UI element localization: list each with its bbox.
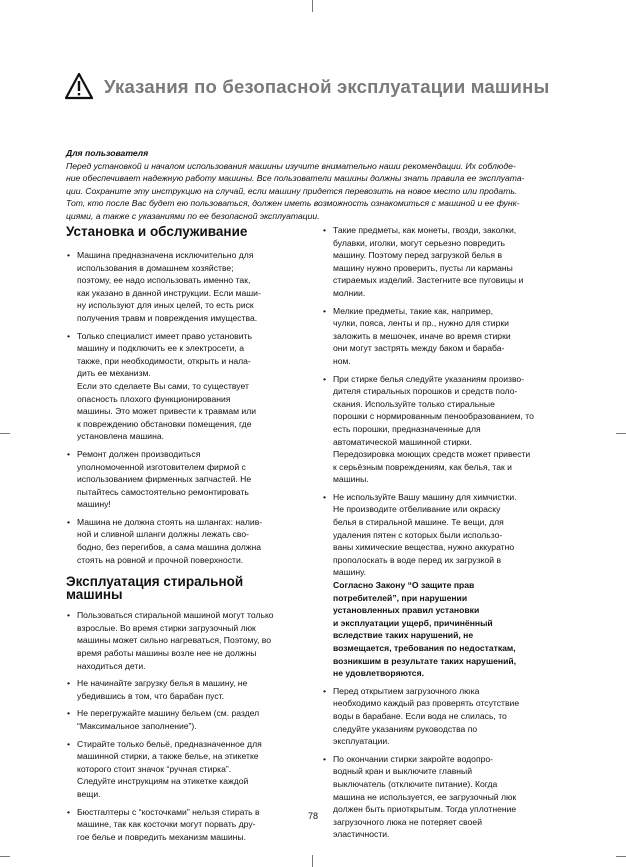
intro-block: [66, 147, 562, 223]
list-item: • При стирке белья следуйте указаниям произво- дителя стиральных порошков и средств поло- скания. Используйте только стиральные порошки с нормированным пенообразованием, то есть порошки, предназначенные для автоматической машинной стирки. Передозировка моющих средств может привести к серьёзным повреждениям, как белья, так и машины.: [323, 373, 534, 485]
section-heading-operation: Эксплуатация стиральной машины: [66, 574, 244, 602]
install-list: [66, 249, 302, 566]
crop-mark: [616, 433, 626, 434]
page-title: Указания по безопасной эксплуатации машины: [104, 76, 550, 97]
intro-line: Тот, кто после Вас будет ею пользоваться, должен иметь возможность ознакомиться с машиной и ее функ-: [66, 198, 520, 209]
list-item: • Машина не должна стоять на шлангах: налив- ной и сливной шланги должны лежать сво- бодно, без перегибов, а сама машина должна стоять на ровной и прочной поверхности.: [67, 516, 263, 565]
warning-triangle-icon: [64, 72, 94, 100]
list-item: • Не начинайте загрузку белья в машину, не убедившись в том, что барабан пуст.: [67, 678, 248, 701]
page-header: [64, 70, 564, 106]
list-item: • Бюстгалтеры с “косточками” нельзя стирать в машине, так как косточки могут порвать дру- гое белье и повредить механизм машины.: [67, 806, 260, 842]
list-item: • Мелкие предметы, такие как, например, чулки, пояса, ленты и пр., нужно для стирки заложить в мешочек, иначе во время стирки они могут застрять между баком и бараба- ном.: [323, 305, 511, 366]
list-item: • Стирайте только бельё, предназначенное для машинной стирки, а также белье, на этикетке которого стоит значок “ручная стирка”. Следуйте инструкциям на этикетке каждой вещи.: [67, 738, 262, 799]
intro-title: Для пользователя: [66, 148, 149, 158]
intro-line: ние обеспечивает надежную работу машины. Все пользователи машины должны знать правила ее эксплуата-: [66, 173, 525, 184]
intro-line: Перед установкой и началом использования машины изучите внимательно наши рекомендации. Их соблюде-: [66, 160, 516, 171]
list-item: • Только специалист имеет право установить машину и подключить ее к электросети, а также, при необходимости, открыть и нала- дить ее механизм. Если это сделаете Вы сами, то существует опасность плохого функционирования машины. Это может привести к травмам или к повреждению обстановки помещения, где установлена машина.: [67, 330, 257, 442]
crop-mark: [0, 856, 10, 857]
section-heading-install: Установка и обслуживание: [66, 224, 248, 239]
operation-list: [66, 609, 302, 843]
list-item: • Перед открытием загрузочного люка необходимо каждый раз проверять отсутствие воды в барабане. Если вода не слилась, то следуйте указаниям руководства по эксплуатации.: [323, 685, 520, 747]
left-column: [66, 224, 302, 848]
crop-mark: [616, 856, 626, 857]
legal-notice: Согласно Закону “О защите прав: [333, 580, 475, 591]
list-item: • Не используйте Вашу машину для химчистки. Не производите отбеливание или окраску белья в стиральной машине. Те вещи, для удаления пятен с которых были использо- ваны химические вещества, нужно аккуратно прополоскать в воде перед их загрузкой в машину. Согласно Закону “О защите прав потребителей”, при нарушении установленных правил установки и эксплуатации ущерб, причинённый вследствие таких нарушений, не возмещается, требования по недостаткам, возникшим в результате таких нарушений, не удовлетворяются.: [322, 491, 558, 680]
list-item: • Такие предметы, как монеты, гвозди, заколки, булавки, иголки, могут серьезно повредить машину. Поэтому перед загрузкой белья в машину нужно проверить, пусты ли карманы стираемых изделий. Застегните все пуговицы и молнии.: [323, 225, 524, 298]
list-item: • По окончании стирки закройте водопро- водный кран и выключите главный выключатель (отключите питание). Когда машина не используется, ее загрузочный люк должен быть приоткрытым. Тогда уплотнение загрузочного люка не потеряет своей эластичности.: [323, 753, 517, 840]
right-list: [322, 224, 558, 841]
right-column: [322, 224, 558, 846]
list-item: • Ремонт должен производиться уполномоченной изготовителем фирмой с использованием фирменных запчастей. Не пытайтесь самостоятельно ремонтировать машину!: [67, 448, 252, 510]
intro-line: ции. Сохраните эту инструкцию на случай, если машину придется перевозить на новое место или продать.: [66, 185, 518, 196]
crop-mark: [312, 855, 313, 867]
intro-line: циями, а также с указаниями по ее безопасной эксплуатации.: [66, 210, 320, 221]
crop-mark: [0, 433, 10, 434]
page-number: 78: [307, 811, 318, 821]
list-item: • Пользоваться стиральной машиной могут только взрослые. Во время стирки загрузочный люк машины может сильно нагреваться, Поэтому, во время работы машины возле нее не должны находиться дети.: [67, 610, 274, 671]
list-item: • Не перегружайте машину бельем (см. раздел “Максимальное заполнение”).: [67, 708, 260, 731]
crop-mark: [312, 0, 313, 12]
list-item: • Машина предназначена исключительно для использования в домашнем хозяйстве; поэтому, ее надо использовать именно так, как указано в данной инструкции. Если маши- ну используют для иных целей, то есть риск получения травм и повреждения имущества.: [67, 250, 261, 323]
